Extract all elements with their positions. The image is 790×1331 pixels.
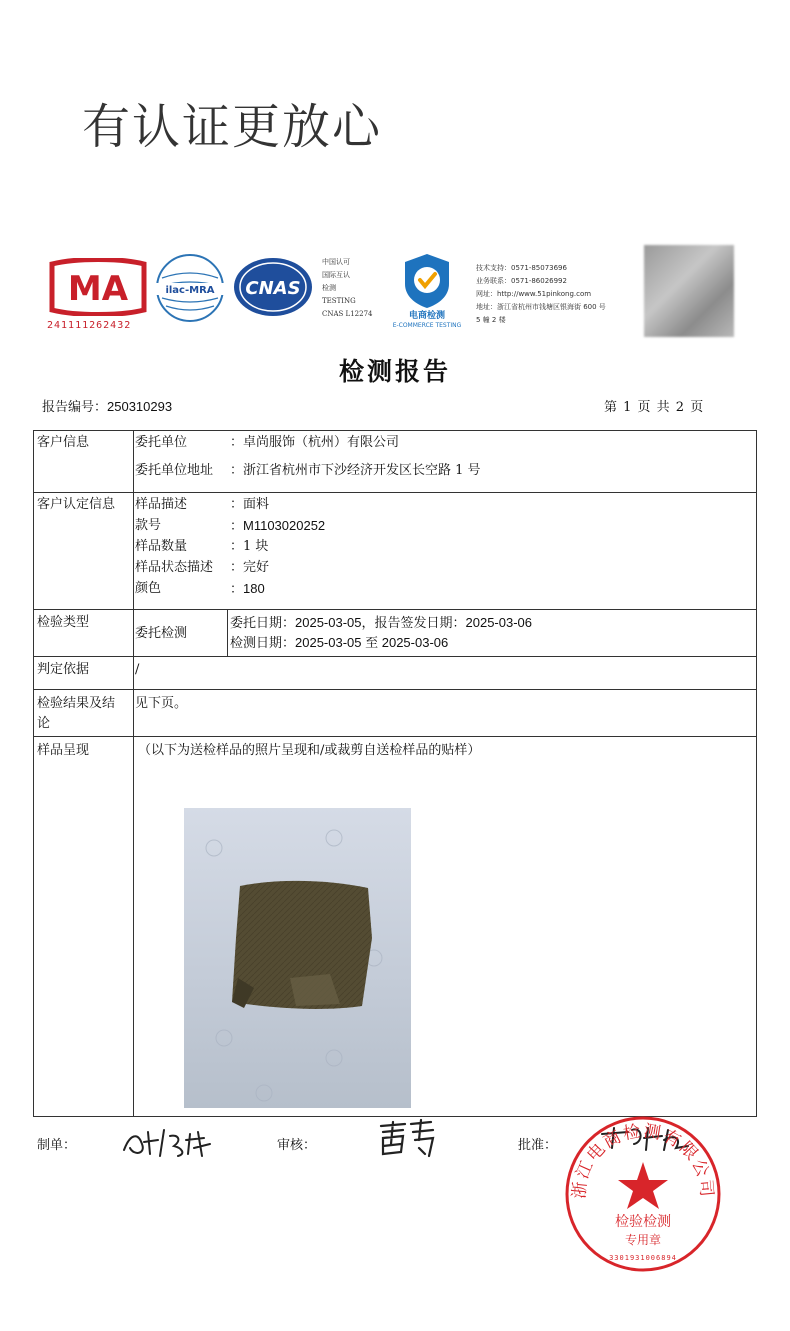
sample-condition-label: 样品状态描述 — [135, 560, 214, 575]
style-number-label: 款号 — [135, 518, 162, 533]
cma-logo — [46, 258, 150, 316]
section-client-confirm: 客户认定信息 — [37, 497, 116, 512]
section-result-line2: 论 — [37, 716, 51, 731]
reviewed-by-label: 审核： — [277, 1138, 317, 1153]
svg-text:E-COMMERCE TESTING: E-COMMERCE TESTING — [392, 322, 462, 329]
page-heading: 有认证更放心 — [82, 99, 383, 155]
approved-by-label: 批准： — [518, 1138, 558, 1153]
ecommerce-testing-logo — [387, 250, 467, 330]
page-info: 第 1 页 共 2 页 — [604, 400, 705, 415]
svg-text:专用章: 专用章 — [624, 1233, 662, 1247]
prepared-by-signature — [120, 1124, 215, 1160]
test-type-value: 委托检测 — [135, 626, 188, 641]
prepared-by-label: 制单： — [37, 1138, 77, 1153]
svg-text:MA: MA — [67, 269, 129, 309]
svg-text:3301931006894: 3301931006894 — [609, 1254, 677, 1262]
client-unit-value: ：卓尚服饰（杭州）有限公司 — [230, 435, 400, 450]
section-client-info: 客户信息 — [37, 435, 90, 450]
test-date: 检测日期：2025-03-05 至 2025-03-06 — [230, 635, 449, 651]
section-test-type: 检验类型 — [37, 615, 90, 630]
style-number-value: ：M1103020252 — [230, 518, 326, 533]
svg-text:电商检测: 电商检测 — [408, 311, 446, 321]
client-address-value: ：浙江省杭州市下沙经济开发区长空路 1 号 — [230, 463, 481, 478]
svg-text:CNAS: CNAS — [245, 278, 301, 299]
contact-info: 技术支持：0571-85073696 业务联系：0571-86026992 网址：http://www.51pinkong.com 地址：浙江省杭州市钱塘区银海街 600 号 5 幢 2 楼 — [476, 264, 606, 324]
section-sample: 样品呈现 — [37, 743, 90, 758]
sample-quantity-value: ：1 块 — [230, 539, 269, 554]
svg-text:浙江电商检测有限公司: 浙江电商检测有限公司 — [569, 1121, 717, 1200]
svg-text:检验检测: 检验检测 — [615, 1214, 671, 1230]
cnas-logo — [232, 256, 314, 318]
cma-number: 241111262432 — [47, 320, 132, 331]
sample-quantity-label: 样品数量 — [135, 539, 188, 554]
section-basis: 判定依据 — [37, 662, 90, 677]
sample-condition-value: ：完好 — [230, 560, 270, 575]
commission-date: 委托日期：2025-03-05，报告签发日期：2025-03-06 — [230, 615, 533, 631]
fabric-swatch — [230, 878, 376, 1012]
client-unit-label: 委托单位 — [135, 435, 188, 450]
reviewed-by-signature — [375, 1118, 440, 1160]
client-address-label: 委托单位地址 — [135, 463, 214, 478]
basis-value: / — [135, 662, 140, 677]
official-seal — [563, 1114, 723, 1274]
ilac-mra-logo — [154, 252, 226, 324]
sample-description-value: ：面料 — [230, 497, 270, 512]
report-title: 检测报告 — [338, 357, 451, 386]
color-value: ：180 — [230, 581, 265, 596]
blurred-qr-code — [644, 245, 734, 337]
svg-text:ilac-MRA: ilac-MRA — [165, 285, 215, 296]
sample-note: （以下为送检样品的照片呈现和/或裁剪自送检样品的贴样） — [138, 743, 481, 758]
report-number: 报告编号：250310293 — [42, 399, 173, 415]
cnas-accreditation-text: 中国认可 国际互认 检测 TESTING CNAS L12274 — [322, 258, 373, 318]
color-label: 颜色 — [135, 581, 162, 596]
section-result-line1: 检验结果及结 — [37, 696, 116, 711]
sample-description-label: 样品描述 — [135, 497, 188, 512]
result-value: 见下页。 — [135, 696, 188, 711]
